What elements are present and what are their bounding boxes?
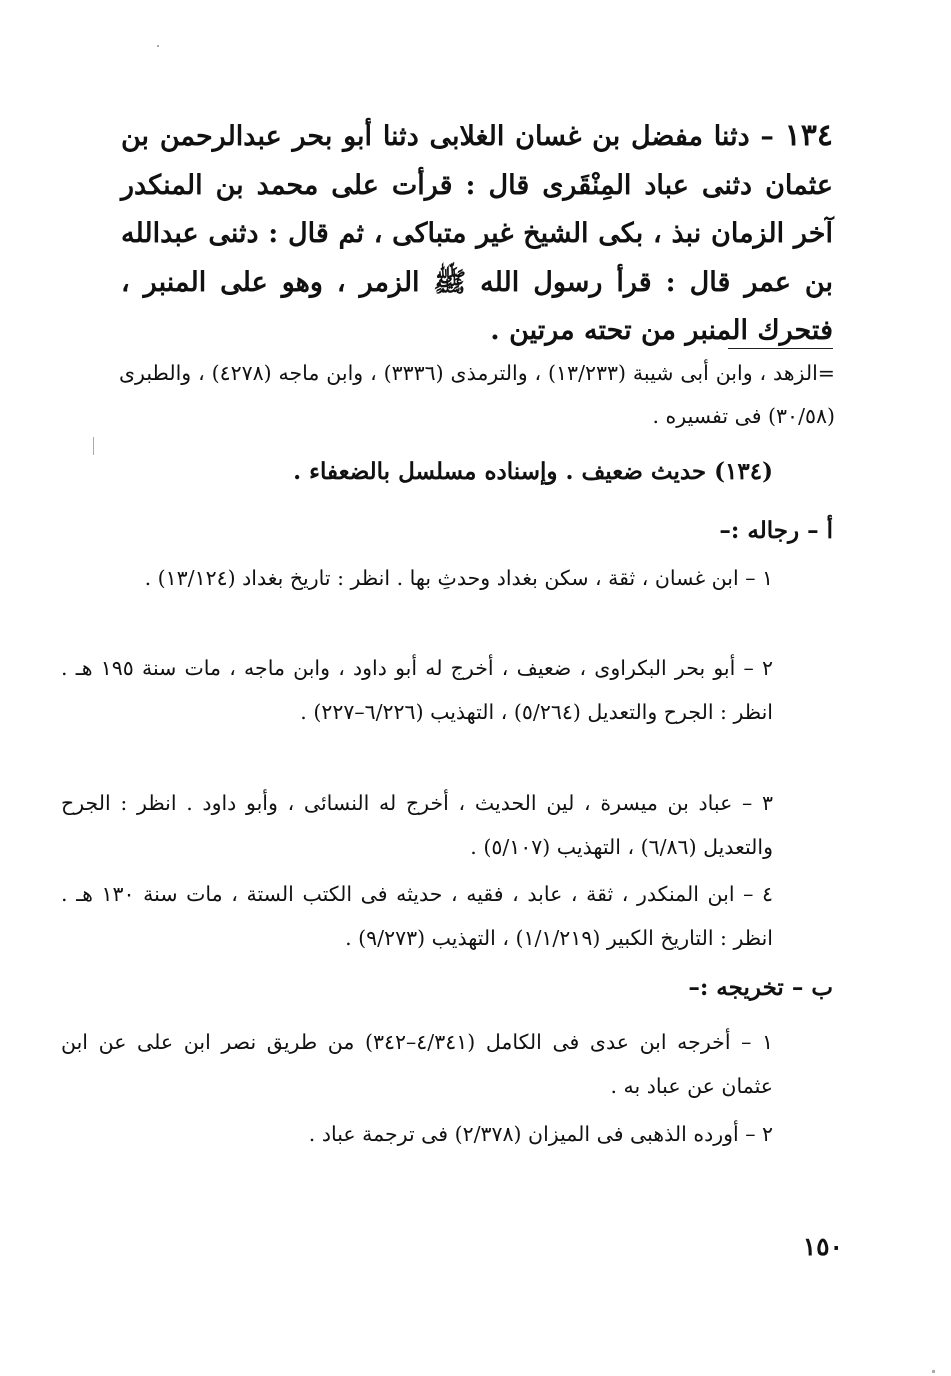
footnote-separator — [728, 348, 833, 349]
scan-speck — [93, 437, 94, 455]
scan-speck — [157, 45, 159, 47]
section-title-rijal: أ – رجاله :– — [719, 517, 833, 544]
footnote-continuation: =الزهد ، وابن أبى شيبة (١٣/٢٣٣) ، والترمذى (٣٣٣٦) ، وابن ماجه (٤٢٧٨) ، والطبرى (٣٠/٥٨) فى تفسيره . — [119, 361, 835, 428]
narrator-item: ١ – ابن غسان ، ثقة ، سكن بغداد وحدثِ بها . انظر : تاريخ بغداد (١٣/١٢٤) . — [144, 566, 773, 590]
narrator-item: ٢ – أبو بحر البكراوى ، ضعيف ، أخرج له أبو داود ، وابن ماجه ، مات سنة ١٩٥ هـ . انظر : الجرح والتعديل (٥/٢٦٤) ، التهذيب (٦/٢٢٦–٢٢٧) . — [61, 656, 773, 724]
narrator-item: ٤ – ابن المنكدر ، ثقة ، عابد ، فقيه ، حديثه فى الكتب الستة ، مات سنة ١٣٠ هـ . انظر : التاريخ الكبير (١/١/٢١٩) ، التهذيب (٩/٢٧٣) . — [61, 882, 774, 950]
hadith-text — [121, 112, 833, 356]
page-number: ١٥٠ — [802, 1232, 843, 1261]
narrator-item: ٣ – عباد بن ميسرة ، لين الحديث ، أخرج له النسائى ، وأبو داود . انظر : الجرح والتعديل (٦/٨٦) ، التهذيب (٥/١٠٧) . — [61, 791, 774, 859]
hadith-grade: (١٣٤) حديث ضعيف . وإسناده مسلسل بالضعفاء . — [293, 458, 773, 485]
section-title-takhrij: ب – تخريجه :– — [688, 974, 833, 1001]
hadith-number: ١٣٤ — [784, 118, 833, 153]
takhrij-item: ٢ – أورده الذهبى فى الميزان (٢/٣٧٨) فى ترجمة عباد . — [308, 1122, 773, 1146]
hadith-body: – دثنا مفضل بن غسان الغلابى دثنا أبو بحر عبدالرحمن بن عثمان دثنى عباد المِنْقَرى قال : قرأت على محمد بن المنكدر آخر الزمان نبذ ، بكى الشيخ غير متباكى ، ثم قال : دثنى عبدالله بن عمر قال : قرأ رسول الله ﷺ الزمر ، وهو على المنبر ، فتحرك المنبر من تحته مرتين . — [121, 121, 833, 346]
takhrij-item: ١ – أخرجه ابن عدى فى الكامل (٤/٣٤١–٣٤٢) من طريق نصر ابن على عن ابن عثمان عن عباد به . — [61, 1030, 773, 1098]
scan-speck — [932, 1370, 935, 1373]
